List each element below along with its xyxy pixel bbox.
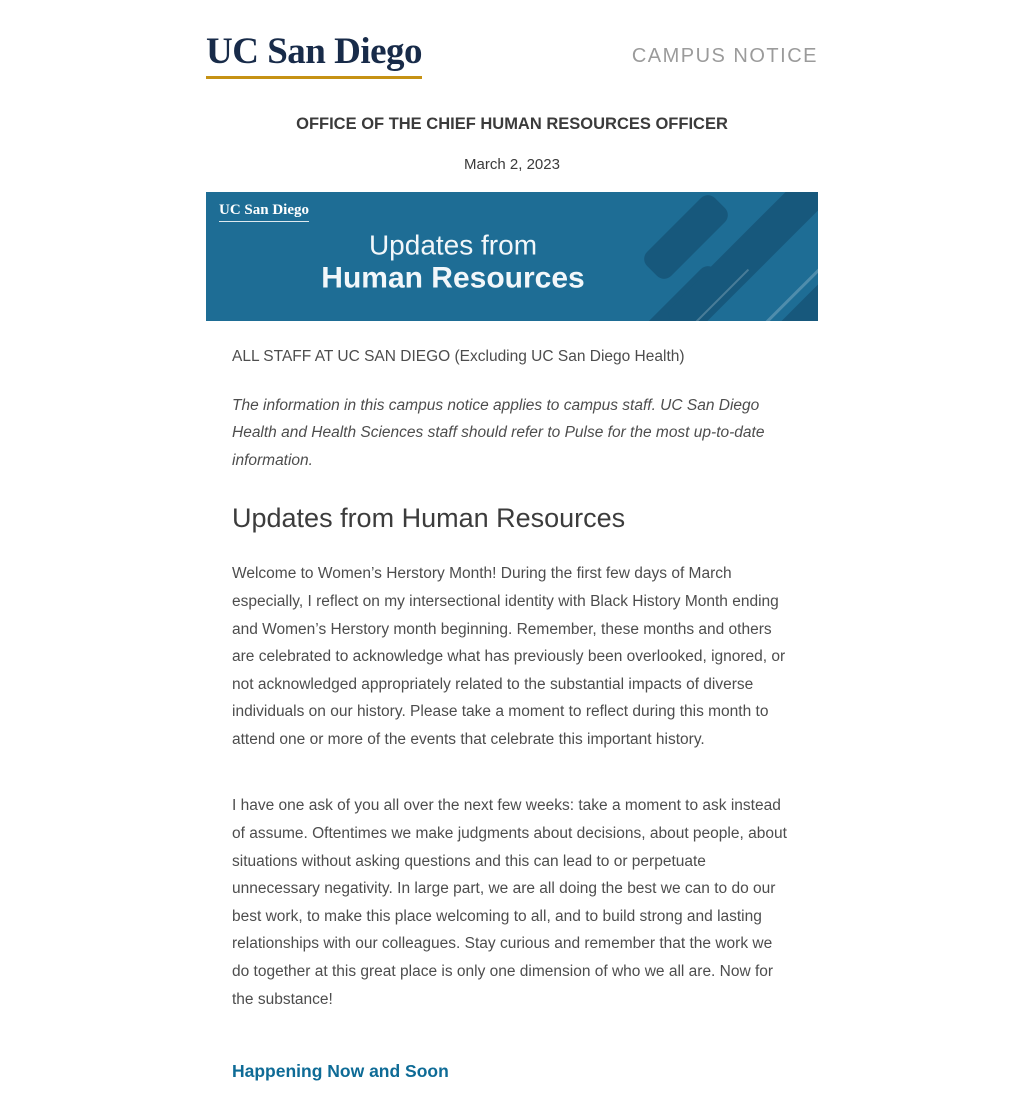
- intro-paragraph-1: Welcome to Women’s Herstory Month! During the first few days of March especially, I reflect on my intersectional identity with Black History Month ending and Women’s Herstory month beginning. Remember, these months and others are celebrated to acknowledge what has previously been overlooked, ignored, or not acknowledged appropriately related to the substantial impacts of diverse individuals on our history. Please take a moment to reflect during this month to attend one or more of the events that celebrate this important history.: [232, 565, 786, 748]
- happening-now-link[interactable]: Happening Now and Soon: [232, 1061, 449, 1082]
- banner-ucsd-logo: UC San Diego: [219, 203, 309, 222]
- masthead: [206, 0, 818, 79]
- notice-date: March 2, 2023: [464, 156, 560, 173]
- section-heading: Updates from Human Resources: [232, 503, 626, 534]
- hr-updates-banner: [206, 192, 818, 321]
- campus-notice-email: [206, 0, 818, 1094]
- ucsd-wordmark-logo: UC San Diego: [206, 33, 422, 79]
- intro-paragraph-2: I have one ask of you all over the next few weeks: take a moment to ask instead of assume. Oftentimes we make judgments about decisions, about people, about situations without asking questions and this can lead to or perpetuate unnecessary negativity. In large part, we are all doing the best we can to do our best work, to make this place welcoming to all, and to build strong and lasting relationships with our colleagues. Stay curious and remember that the work we do together at this great place is only one dimension of who we all are. Now for the substance!: [232, 797, 787, 1008]
- banner-title: [206, 228, 700, 296]
- notice-body: [206, 346, 818, 1084]
- banner-title-line2: Human Resources: [321, 261, 585, 295]
- banner-title-line1: Updates from: [368, 228, 538, 260]
- office-title: OFFICE OF THE CHIEF HUMAN RESOURCES OFFICER: [296, 115, 728, 133]
- campus-notice-label: CAMPUS NOTICE: [631, 44, 818, 67]
- health-disclaimer: The information in this campus notice applies to campus staff. UC San Diego Health and Health Sciences staff should refer to Pulse for the most up-to-date information.: [232, 396, 765, 469]
- audience-line: ALL STAFF AT UC SAN DIEGO (Excluding UC San Diego Health): [232, 348, 685, 365]
